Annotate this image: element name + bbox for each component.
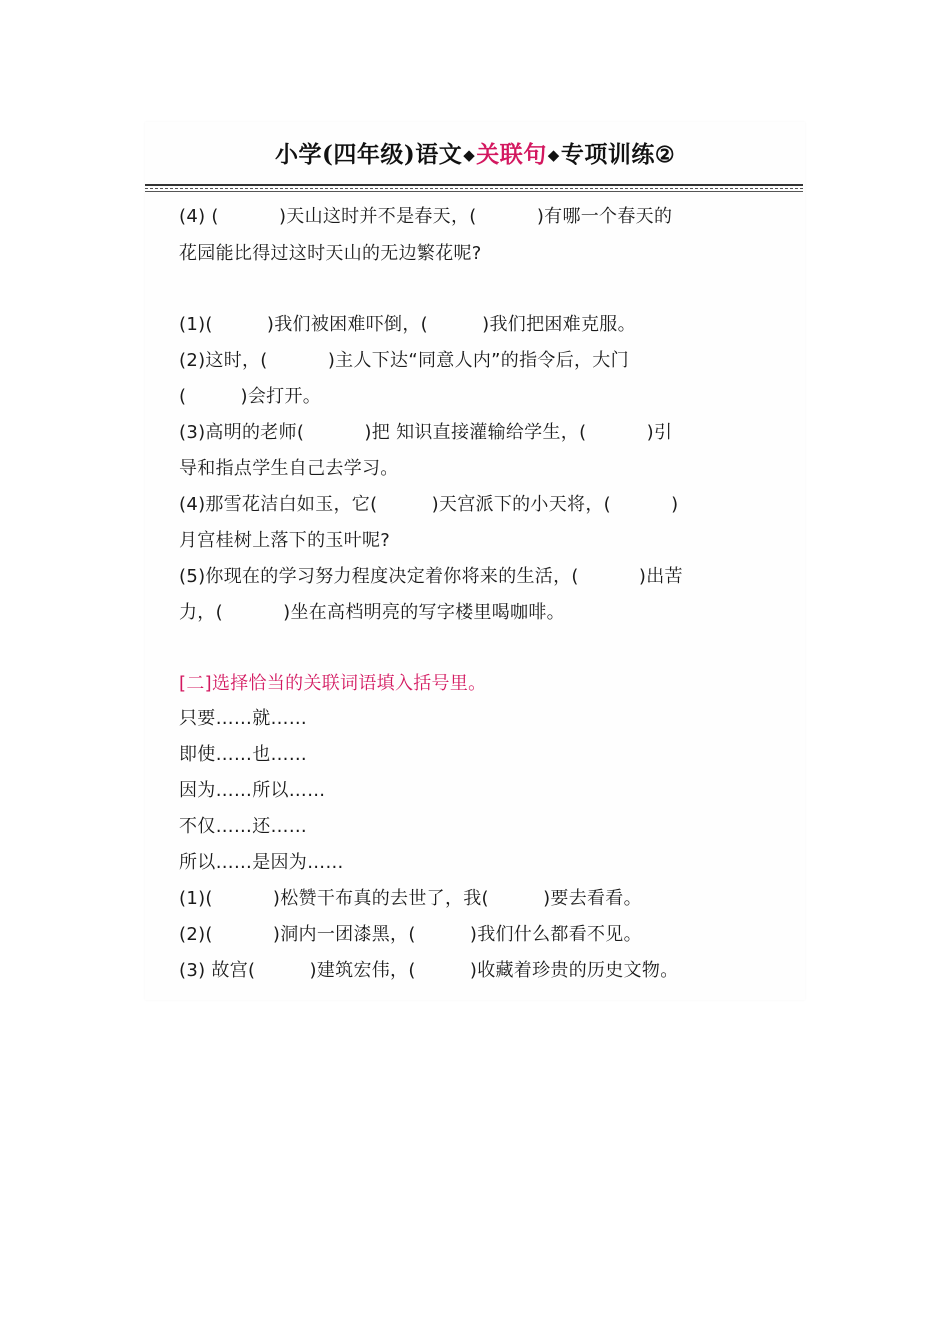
exercise-line: 导和指点学生自己去学习。 [179,458,399,479]
exercise-line: 力，( )坐在高档明亮的写字楼里喝咖啡。 [179,602,565,623]
question-item: (3) 故宫( )建筑宏伟，( )收藏着珍贵的历史文物。 [179,960,679,981]
page-title [0,136,950,169]
section-heading: [二]选择恰当的关联词语填入括号里。 [179,673,487,694]
option-item: 所以……是因为…… [179,852,344,873]
exercise-line: (4)那雪花洁白如玉，它( )天宫派下的小天将，( ) [179,494,679,515]
exercise-line: (2)这时，( )主人下达“同意人内”的指令后，大门 [179,350,629,371]
diamond-icon: ◆ [547,146,560,164]
option-item: 因为……所以…… [179,780,326,801]
title-part1: 小学(四年级)语文 [274,141,463,168]
title-divider [145,184,803,186]
question-item: (1)( )松赞干布真的去世了，我( )要去看看。 [179,888,642,909]
exercise-line: (3)高明的老师( )把 知识直接灌输给学生，( )引 [179,422,673,443]
question-item: (2)( )洞内一团漆黑，( )我们什么都看不见。 [179,924,642,945]
exercise-line: ( )会打开。 [179,386,322,407]
title-highlight: 关联句 [476,141,547,168]
title-number: ② [654,142,676,168]
title-part2: 专项训练 [560,141,655,168]
exercise-line: 花园能比得过这时天山的无边繁花呢? [179,243,482,264]
exercise-line: (5)你现在的学习努力程度决定着你将来的生活，( )出苦 [179,566,683,587]
option-item: 即使……也…… [179,744,308,765]
option-item: 只要……就…… [179,708,308,729]
exercise-line: (4) ( )天山这时并不是春天，( )有哪一个春天的 [179,206,673,227]
exercise-line: 月宫桂树上落下的玉叶呢? [179,530,391,551]
option-item: 不仅……还…… [179,816,308,837]
title-divider [145,188,803,189]
title-divider [145,191,803,192]
exercise-line: (1)( )我们被困难吓倒，( )我们把困难克服。 [179,314,636,335]
diamond-icon: ◆ [463,146,476,164]
